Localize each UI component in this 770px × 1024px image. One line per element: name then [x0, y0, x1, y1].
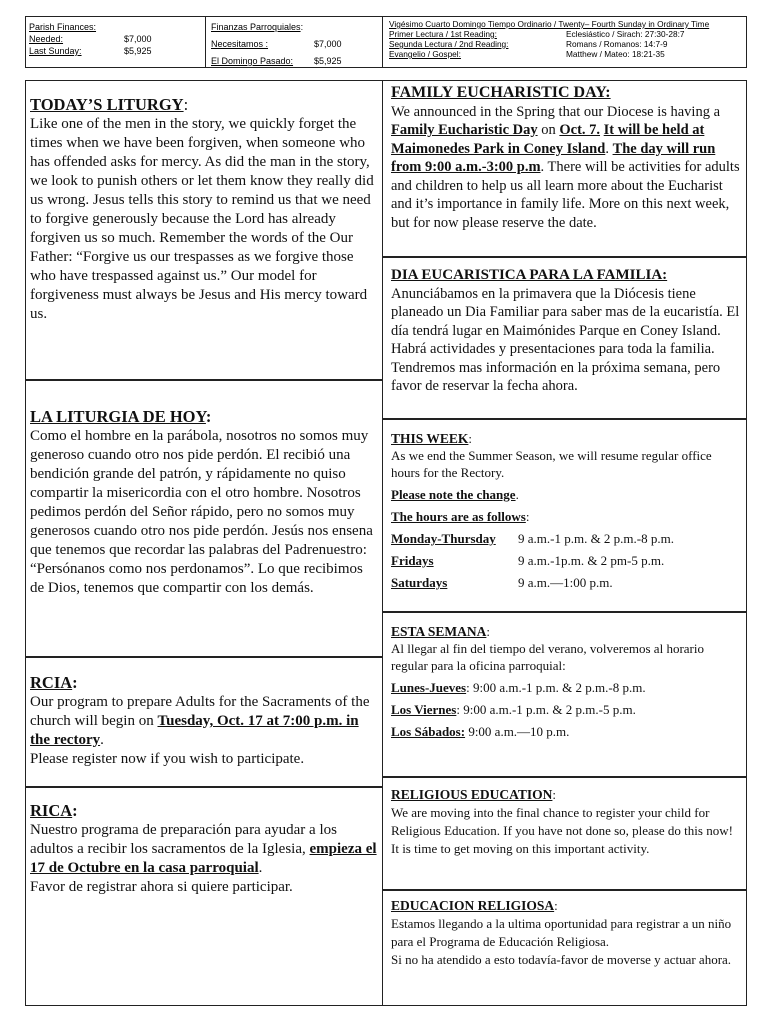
- educacion-religiosa-heading: EDUCACION RELIGIOSA:: [391, 898, 558, 913]
- religious-education-section: [382, 777, 747, 890]
- dia-eucaristica-heading: DIA EUCARISTICA PARA LA FAMILIA:: [391, 267, 668, 283]
- this-week-heading: THIS WEEK:: [391, 431, 473, 446]
- hours-row-fri: Fridays 9 a.m.-1p.m. & 2 pm-5 p.m.: [391, 553, 665, 568]
- esta-semana-section: [382, 612, 747, 777]
- rica-heading: RICA:: [30, 801, 78, 820]
- family-day-heading: FAMILY EUCHARISTIC DAY:: [391, 84, 611, 101]
- finanzas-title: Finanzas Parroquiales:: [211, 22, 304, 32]
- rica-date: empieza el 17 de Octubre en la casa parroquial: [30, 841, 377, 876]
- reading-3-value: Matthew / Mateo: 18:21-35: [566, 49, 665, 59]
- todays-liturgy-section: [25, 80, 382, 380]
- last-sunday-label: Last Sunday:: [29, 46, 82, 56]
- hours-row-mon-thu: Monday-Thursday 9 a.m.-1 p.m. & 2 p.m.-8 p.m.: [391, 531, 674, 546]
- this-week-note: Please note the change.: [391, 487, 519, 502]
- reading-2-label: Segunda Lectura / 2nd Reading:: [389, 39, 509, 49]
- reading-2-value: Romans / Romanos: 14:7-9: [566, 39, 668, 49]
- educacion-religiosa-section: [382, 890, 747, 1006]
- rcia-date: Tuesday, Oct. 17 at 7:00 p.m. in the rectory: [30, 713, 359, 748]
- horario-row-sab: Los Sábados: 9:00 a.m.—10 p.m.: [391, 724, 570, 739]
- esta-semana-heading: ESTA SEMANA:: [391, 624, 491, 639]
- reading-3-label: Evangelio / Gospel:: [389, 49, 461, 59]
- rica-section: [25, 787, 382, 1006]
- needed-value: $7,000: [124, 34, 152, 44]
- rcia-heading: RCIA:: [30, 673, 78, 692]
- readings-box: [382, 16, 747, 68]
- educacion-religiosa-body-2: Si no ha atendido a esto todavía-favor de moverse y actuar ahora.: [391, 952, 732, 967]
- hours-row-sat: Saturdays 9 a.m.—1:00 p.m.: [391, 575, 613, 590]
- domingo-pasado-value: $5,925: [314, 56, 342, 66]
- needed-label: Needed:: [29, 34, 64, 44]
- finances-title: Parish Finances:: [29, 22, 97, 32]
- finanzas-box: [205, 16, 382, 68]
- domingo-pasado-label: El Domingo Pasado:: [211, 56, 294, 66]
- readings-title: Vigésimo Cuarto Domingo Tiempo Ordinario / Twenty– Fourth Sunday in Ordinary Time: [389, 19, 710, 29]
- la-liturgia-section: [25, 380, 382, 657]
- necesitamos-value: $7,000: [314, 39, 342, 49]
- this-week-follows: The hours are as follows:: [391, 509, 530, 524]
- this-week-section: [382, 419, 747, 612]
- la-liturgia-body: Como el hombre en la parábola, nosotros no somos muy generoso cuando otro nos pide perdón. El recibió una bendición grande del patrón, y rápidamente no quiso compartir la misericordia con el otro hombre. Nosotros pedimos perdón del Señor rápido, pero no somos muy generosos cuando otro nos pide perdón. Jesús nos ensena que tenemos que recordar las palabras del Padrenuestro: “Persónanos como nos perdonamos”. Lo que recibimos de Dios, tenemos que compartir con los demás.: [30, 428, 373, 596]
- todays-liturgy-heading: TODAY’S LITURGY:: [30, 95, 189, 114]
- rica-register: Favor de registrar ahora si quiere participar.: [30, 879, 293, 895]
- la-liturgia-heading: LA LITURGIA DE HOY:: [30, 407, 212, 426]
- necesitamos-label: Necesitamos :: [211, 39, 269, 49]
- rcia-register: Please register now if you wish to participate.: [30, 751, 305, 767]
- horario-row-vie: Los Viernes: 9:00 a.m.-1 p.m. & 2 p.m.-5 p.m.: [391, 702, 636, 717]
- rcia-section: [25, 657, 382, 787]
- dia-eucaristica-body: Anunciábamos en la primavera que la Diócesis tiene planeado un Dia Familiar para saber mas de la eucaristía. El día tendrá lugar en Maimónides Parque en Coney Island. Habrá actividades y presentaciones para toda la familia. Tendremos mas información en la próxima semana, pero favor de reservar la fecha ahora.: [391, 285, 740, 394]
- rcia-body: Our program to prepare Adults for the Sacraments of the church will begin on Tuesday, Oct. 17 at 7:00 p.m. in the rectory.: [30, 694, 370, 748]
- this-week-intro: As we end the Summer Season, we will resume regular office hours for the Rectory.: [391, 448, 712, 480]
- reading-1-value: Eclesiástico / Sirach: 27:30-28:7: [566, 29, 685, 39]
- religious-education-heading: RELIGIOUS EDUCATION:: [391, 787, 557, 802]
- reading-1-label: Primer Lectura / 1st Reading:: [389, 29, 497, 39]
- dia-eucaristica-section: [382, 257, 747, 419]
- todays-liturgy-body: Like one of the men in the story, we quickly forget the times when we have been forgiven, when someone who has offended asks for mercy. As did the man in the story, we look to punish others or let them know they really did us wrong. Jesus tells this story to remind us that we need to forgive generously because the Lord has already forgiven us so much. Remember the words of the Our Father: “Forgive us our trespasses as we forgive those who have trespassed against us.” Our model for forgiveness must always be Jesus and His mercy toward us.: [30, 116, 374, 322]
- horario-row-lun-jue: Lunes-Jueves: 9:00 a.m.-1 p.m. & 2 p.m.-8 p.m.: [391, 680, 646, 695]
- parish-finances-box: [25, 16, 205, 68]
- rica-body: Nuestro programa de preparación para ayudar a los adultos a recibir los sacramentos de la Iglesia, empieza el 17 de Octubre en la casa parroquial.: [30, 822, 377, 876]
- esta-semana-intro: Al llegar al fin del tiempo del verano, volveremos al horario regular para la oficina parroquial:: [391, 641, 704, 673]
- family-day-body: We announced in the Spring that our Diocese is having a Family Eucharistic Day on Oct. 7. It will be held at Maimonedes Park in Coney Island. The day will run from 9:00 a.m.-3:00 p.m. There will be activities for adults and children to help us all learn more about the Eucharist and it’s importance in family life. More on this next week, but for now please reserve the date.: [391, 103, 740, 231]
- family-eucharistic-day-section: [382, 80, 747, 257]
- educacion-religiosa-body-1: Estamos llegando a la ultima oportunidad para registrar a un niño para el Programa de Educación Religiosa.: [391, 916, 732, 949]
- religious-education-body: We are moving into the final chance to register your child for Religious Education. If you have not done so, please do this now! It is time to get moving on this important activity.: [391, 805, 733, 856]
- last-sunday-value: $5,925: [124, 46, 152, 56]
